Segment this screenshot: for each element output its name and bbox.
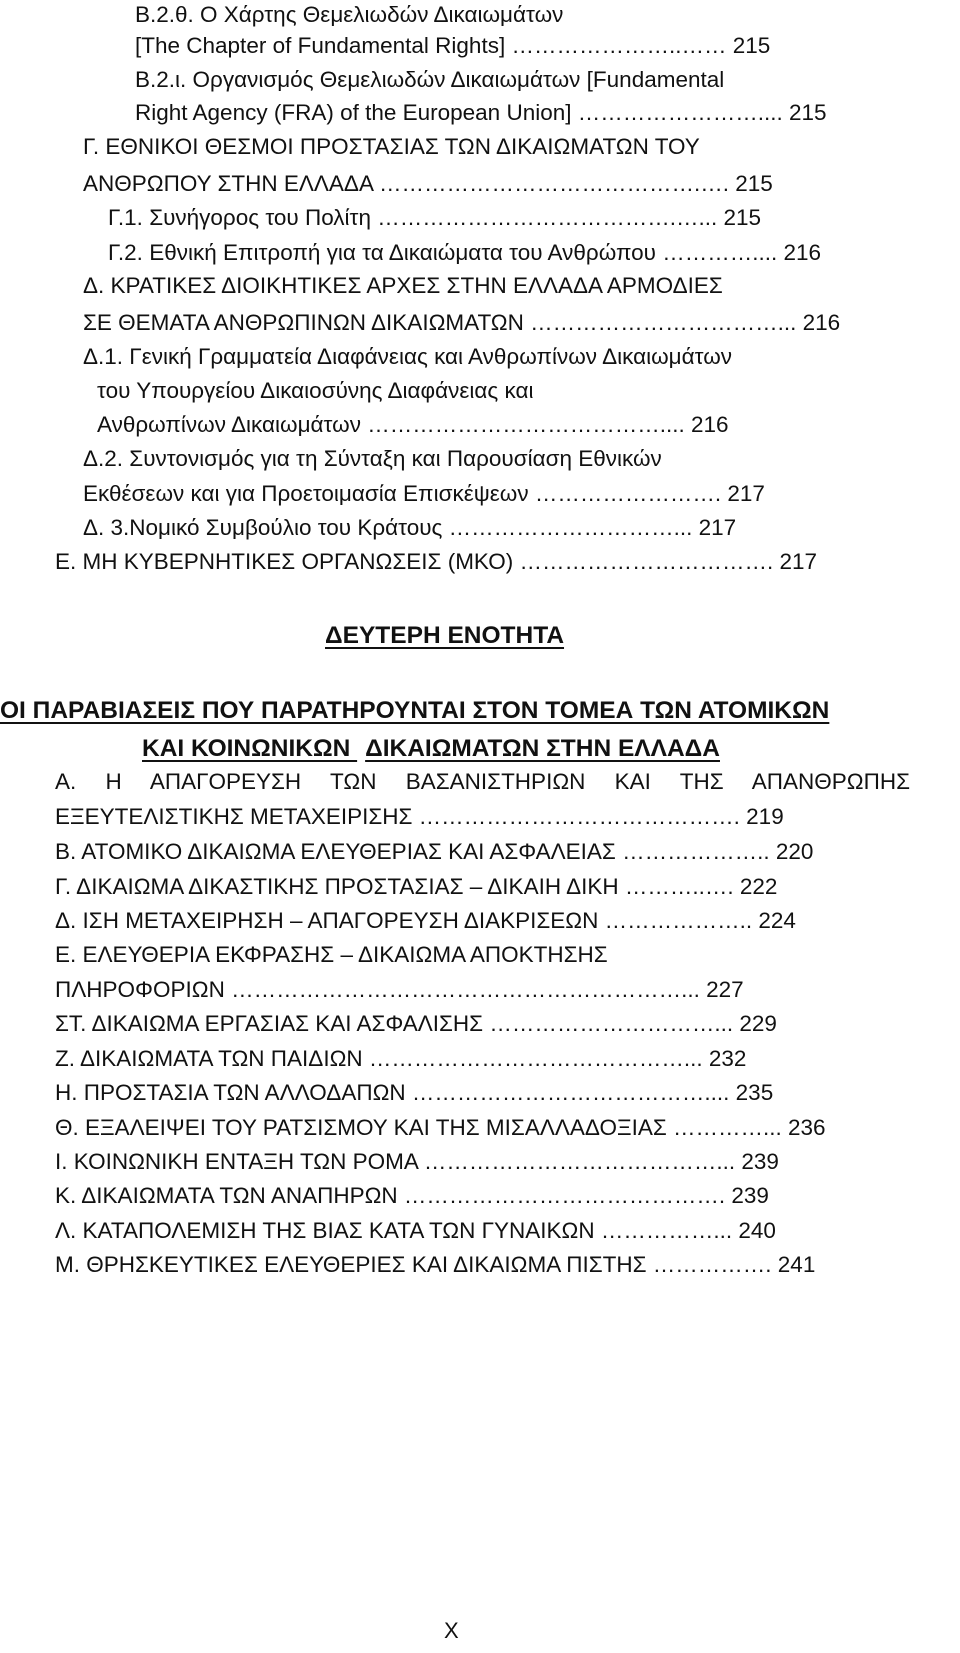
toc-entry: Γ. ΔΙΚΑΙΩΜΑ ΔΙΚΑΣΤΙΚΗΣ ΠΡΟΣΤΑΣΙΑΣ – ΔΙΚΑΙΗ ΔΙΚΗ ………..…. 222 xyxy=(55,874,778,899)
toc-entry: Β.2.ι. Οργανισμός Θεμελιωδών Δικαιωμάτων [Fundamental xyxy=(135,67,725,92)
toc-entry: [The Chapter of Fundamental Rights] …………………..…… 215 xyxy=(135,33,771,58)
toc-entry: ΕΞΕΥΤΕΛΙΣΤΙΚΗΣ ΜΕΤΑΧΕΙΡΙΣΗΣ ……………………………………. 219 xyxy=(55,804,784,829)
toc-entry: Β. ΑΤΟΜΙΚΟ ΔΙΚΑΙΩΜΑ ΕΛΕΥΘΕΡΙΑΣ ΚΑΙ ΑΣΦΑΛΕΙΑΣ ……………….. 220 xyxy=(55,839,814,864)
toc-entry: Δ. 3.Νομικό Συμβούλιο του Κράτους …………………………... 217 xyxy=(83,515,737,540)
toc-entry: Κ. ΔΙΚΑΙΩΜΑΤΑ ΤΩΝ ΑΝΑΠΗΡΩΝ ……………………………………. 239 xyxy=(55,1183,769,1208)
toc-entry: Δ.2. Συντονισμός για τη Σύνταξη και Παρουσίαση Εθνικών xyxy=(83,446,662,471)
toc-entry: Μ. ΘΡΗΣΚΕΥΤΙΚΕΣ ΕΛΕΥΘΕΡΙΕΣ ΚΑΙ ΔΙΚΑΙΩΜΑ ΠΙΣΤΗΣ ……………. 241 xyxy=(55,1252,816,1277)
part-title-line-2 xyxy=(142,735,720,763)
toc-entry: ΣΤ. ΔΙΚΑΙΩΜΑ ΕΡΓΑΣΙΑΣ ΚΑΙ ΑΣΦΑΛΙΣΗΣ …………………………... 229 xyxy=(55,1011,777,1036)
part-title-line-1: ΟΙ ΠΑΡΑΒΙΑΣΕΙΣ ΠΟΥ ΠΑΡΑΤΗΡΟΥΝΤΑΙ ΣΤΟΝ ΤΟΜΕΑ ΤΩΝ ΑΤΟΜΙΚΩΝ xyxy=(0,697,830,724)
toc-entry: του Υπουργείου Δικαιοσύνης Διαφάνειας και xyxy=(97,378,534,403)
toc-entry: Η. ΠΡΟΣΤΑΣΙΑ ΤΩΝ ΑΛΛΟΔΑΠΩΝ ………………………………….... 235 xyxy=(55,1080,774,1105)
section-heading: ΔΕΥΤΕΡΗ ΕΝΟΤΗΤΑ xyxy=(325,622,565,649)
toc-entry: Γ. ΕΘΝΙΚΟΙ ΘΕΣΜΟΙ ΠΡΟΣΤΑΣΙΑΣ ΤΩΝ ΔΙΚΑΙΩΜΑΤΩΝ ΤΟΥ xyxy=(83,134,700,159)
page-number: X xyxy=(444,1618,459,1643)
toc-entry: Right Agency (FRA) of the European Union] …………………….... 215 xyxy=(135,100,827,125)
toc-entry: Δ. ΚΡΑΤΙΚΕΣ ΔΙΟΙΚΗΤΙΚΕΣ ΑΡΧΕΣ ΣΤΗΝ ΕΛΛΑΔΑ ΑΡΜΟΔΙΕΣ xyxy=(83,273,723,298)
toc-entry: ΑΝΘΡΩΠΟΥ ΣΤΗΝ ΕΛΛΑΔΑ …………………………………….…. 215 xyxy=(83,171,773,196)
toc-entry: Ε. ΕΛΕΥΘΕΡΙΑ ΕΚΦΡΑΣΗΣ – ΔΙΚΑΙΩΜΑ ΑΠΟΚΤΗΣΗΣ xyxy=(55,942,608,967)
toc-entry: Δ. ΙΣΗ ΜΕΤΑΧΕΙΡΗΣΗ – ΑΠΑΓΟΡΕΥΣΗ ΔΙΑΚΡΙΣΕΩΝ ……………….. 224 xyxy=(55,908,796,933)
toc-entry: Λ. ΚΑΤΑΠΟΛΕΜΙΣΗ ΤΗΣ ΒΙΑΣ ΚΑΤΑ ΤΩΝ ΓΥΝΑΙΚΩΝ ……………... 240 xyxy=(55,1218,776,1243)
toc-entry: Γ.2. Εθνική Επιτροπή για τα Δικαιώματα του Ανθρώπου ………….... 216 xyxy=(108,240,822,265)
toc-entry: ΣΕ ΘΕΜΑΤΑ ΑΝΘΡΩΠΙΝΩΝ ΔΙΚΑΙΩΜΑΤΩΝ ……………………………... 216 xyxy=(83,310,841,335)
toc-entry: Ι. ΚΟΙΝΩΝΙΚΗ ΕΝΤΑΞΗ ΤΩΝ ΡΟΜΑ …………………………………... 239 xyxy=(55,1149,779,1174)
toc-entry: Εκθέσεων και για Προετοιμασία Επισκέψεων ……………………. 217 xyxy=(83,481,765,506)
toc-entry: Ανθρωπίνων Δικαιωμάτων ………………………………….... 216 xyxy=(97,412,729,437)
toc-entry: Γ.1. Συνήγορος του Πολίτη ………………………………….…... 215 xyxy=(108,205,762,230)
toc-entry: ΠΛΗΡΟΦΟΡΙΩΝ ……………………………………………………... 227 xyxy=(55,977,744,1002)
toc-entry: Δ.1. Γενική Γραμματεία Διαφάνειας και Ανθρωπίνων Δικαιωμάτων xyxy=(83,344,733,369)
toc-entry: Θ. ΕΞΑΛΕΙΨΕΙ ΤΟΥ ΡΑΤΣΙΣΜΟΥ ΚΑΙ ΤΗΣ ΜΙΣΑΛΛΑΔΟΞΙΑΣ …………... 236 xyxy=(55,1115,826,1140)
toc-entry: Ε. ΜΗ ΚΥΒΕΡΝΗΤΙΚΕΣ ΟΡΓΑΝΩΣΕΙΣ (ΜΚΟ) ……………………………. 217 xyxy=(55,549,818,574)
part-title-line-2a: ΚΑΙ ΚΟΙΝΩΝΙΚΩΝ xyxy=(142,735,358,762)
toc-entry: Β.2.θ. Ο Χάρτης Θεμελιωδών Δικαιωμάτων xyxy=(135,2,564,27)
toc-entry: Ζ. ΔΙΚΑΙΩΜΑΤΑ ΤΩΝ ΠΑΙΔΙΩΝ ……………………………………... 232 xyxy=(55,1046,747,1071)
toc-entry: Α. Η ΑΠΑΓΟΡΕΥΣΗ ΤΩΝ ΒΑΣΑΝΙΣΤΗΡΙΩΝ ΚΑΙ ΤΗΣ ΑΠΑΝΘΡΩΠΗΣ xyxy=(55,769,910,794)
part-title-line-2b: ΔΙΚΑΙΩΜΑΤΩΝ ΣΤΗΝ ΕΛΛΑΔΑ xyxy=(365,735,720,762)
